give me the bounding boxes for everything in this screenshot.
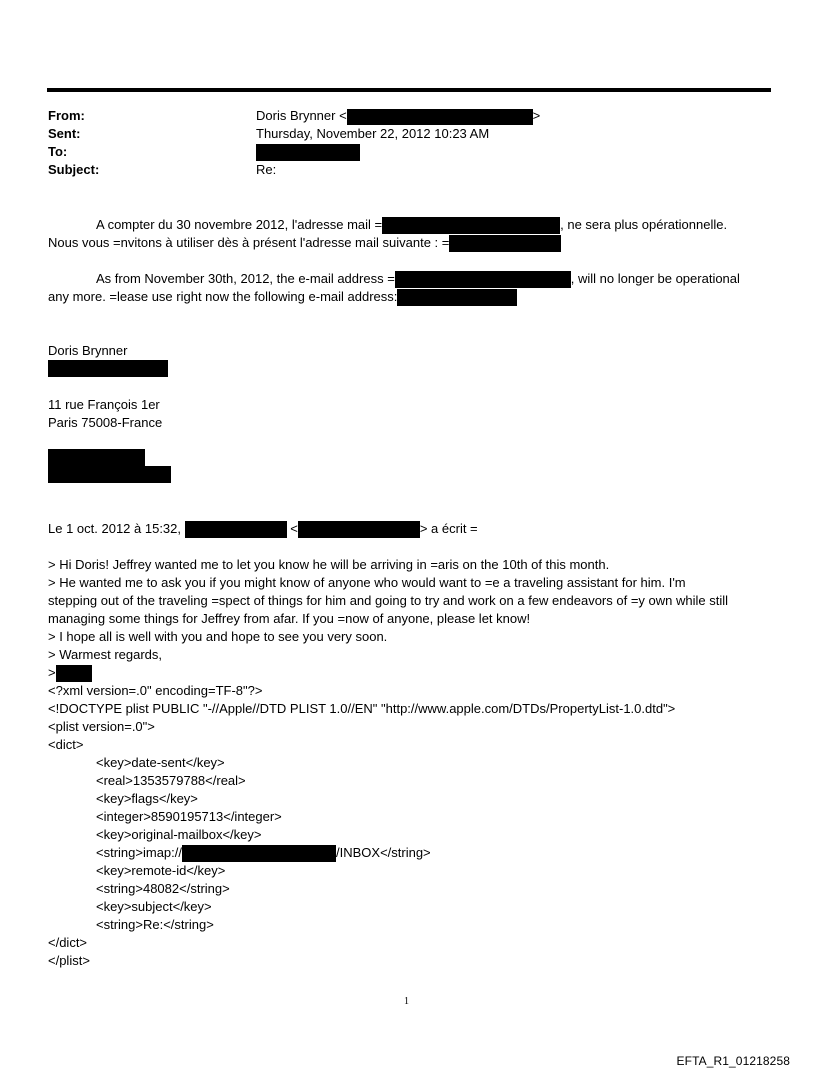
plist-line: <!DOCTYPE plist PUBLIC "-//Apple//DTD PLIST 1.0//EN" "http://www.apple.com/DTDs/PropertyList-1.0.dtd"> bbox=[48, 701, 676, 716]
redaction-block bbox=[298, 521, 420, 538]
subject-label: Subject: bbox=[48, 162, 100, 177]
redaction-block bbox=[48, 449, 145, 466]
redaction-block bbox=[395, 271, 571, 288]
plist-line: <key>remote-id</key> bbox=[96, 863, 226, 878]
subject-value: Re: bbox=[256, 162, 277, 177]
signature-name: Doris Brynner bbox=[48, 343, 128, 358]
address-line2: Paris 75008-France bbox=[48, 415, 163, 430]
sent-value: Thursday, November 22, 2012 10:23 AM bbox=[256, 126, 490, 141]
quote-line: > Warmest regards, bbox=[48, 647, 163, 662]
redaction-block bbox=[56, 665, 92, 682]
address-line1: 11 rue François 1er bbox=[48, 397, 160, 412]
plist-line: <real>1353579788</real> bbox=[96, 773, 246, 788]
plist-line: <integer>8590195713</integer> bbox=[96, 809, 282, 824]
plist-line: <dict> bbox=[48, 737, 84, 752]
plist-line: </dict> bbox=[48, 935, 88, 950]
plist-line: <string>imap:// /INBOX</string> bbox=[96, 844, 431, 862]
en-paragraph-line2: any more. =lease use right now the following e-mail address: bbox=[48, 288, 517, 306]
quote-line: stepping out of the traveling =spect of things for him and going to try and work on a few endeavors of =y own while still bbox=[48, 593, 728, 608]
from-name: Doris Brynner < bbox=[256, 108, 347, 123]
plist-line: <?xml version=.0" encoding=TF-8"?> bbox=[48, 683, 263, 698]
signature-redaction-block bbox=[48, 360, 168, 377]
quote-line: > He wanted me to ask you if you might know of anyone who would want to =e a traveling assistant for him. I'm bbox=[48, 575, 686, 590]
fr-paragraph-line2: Nous vous =nvitons à utiliser dès à présent l'adresse mail suivante : = bbox=[48, 234, 561, 252]
quote-line: managing some things for Jeffrey from afar. If you =now of anyone, please let know! bbox=[48, 611, 531, 626]
quote-last-line: > bbox=[48, 664, 92, 682]
bates-number: EFTA_R1_01218258 bbox=[676, 1054, 790, 1068]
en-paragraph-line1: As from November 30th, 2012, the e-mail address = , will no longer be operational bbox=[96, 270, 740, 288]
plist-line: </plist> bbox=[48, 953, 90, 968]
redaction-block bbox=[48, 466, 171, 483]
quote-intro: Le 1 oct. 2012 à 15:32, < > a écrit = bbox=[48, 520, 478, 538]
plist-line: <key>original-mailbox</key> bbox=[96, 827, 262, 842]
sent-label: Sent: bbox=[48, 126, 81, 141]
quote-line: > Hi Doris! Jeffrey wanted me to let you know he will be arriving in =aris on the 10th of this month. bbox=[48, 557, 610, 572]
from-close: > bbox=[532, 108, 541, 123]
quote-line: > I hope all is well with you and hope to see you very soon. bbox=[48, 629, 388, 644]
page-number: 1 bbox=[404, 996, 409, 1007]
plist-line: <string>48082</string> bbox=[96, 881, 230, 896]
to-redaction-block bbox=[256, 144, 360, 161]
plist-line: <key>subject</key> bbox=[96, 899, 212, 914]
fr-paragraph-line1: A compter du 30 novembre 2012, l'adresse mail = , ne sera plus opérationnelle. bbox=[96, 216, 727, 234]
redaction-block bbox=[397, 289, 517, 306]
plist-line: <key>flags</key> bbox=[96, 791, 198, 806]
plist-line: <string>Re:</string> bbox=[96, 917, 214, 932]
redaction-block bbox=[185, 521, 287, 538]
to-label: To: bbox=[48, 144, 68, 159]
redaction-block bbox=[382, 217, 560, 234]
header-rule bbox=[47, 88, 771, 92]
plist-line: <plist version=.0"> bbox=[48, 719, 155, 734]
redaction-block bbox=[449, 235, 561, 252]
redaction-block bbox=[347, 109, 533, 125]
from-label: From: bbox=[48, 108, 85, 123]
plist-line: <key>date-sent</key> bbox=[96, 755, 225, 770]
from-value bbox=[256, 107, 540, 125]
redaction-block bbox=[182, 845, 336, 862]
